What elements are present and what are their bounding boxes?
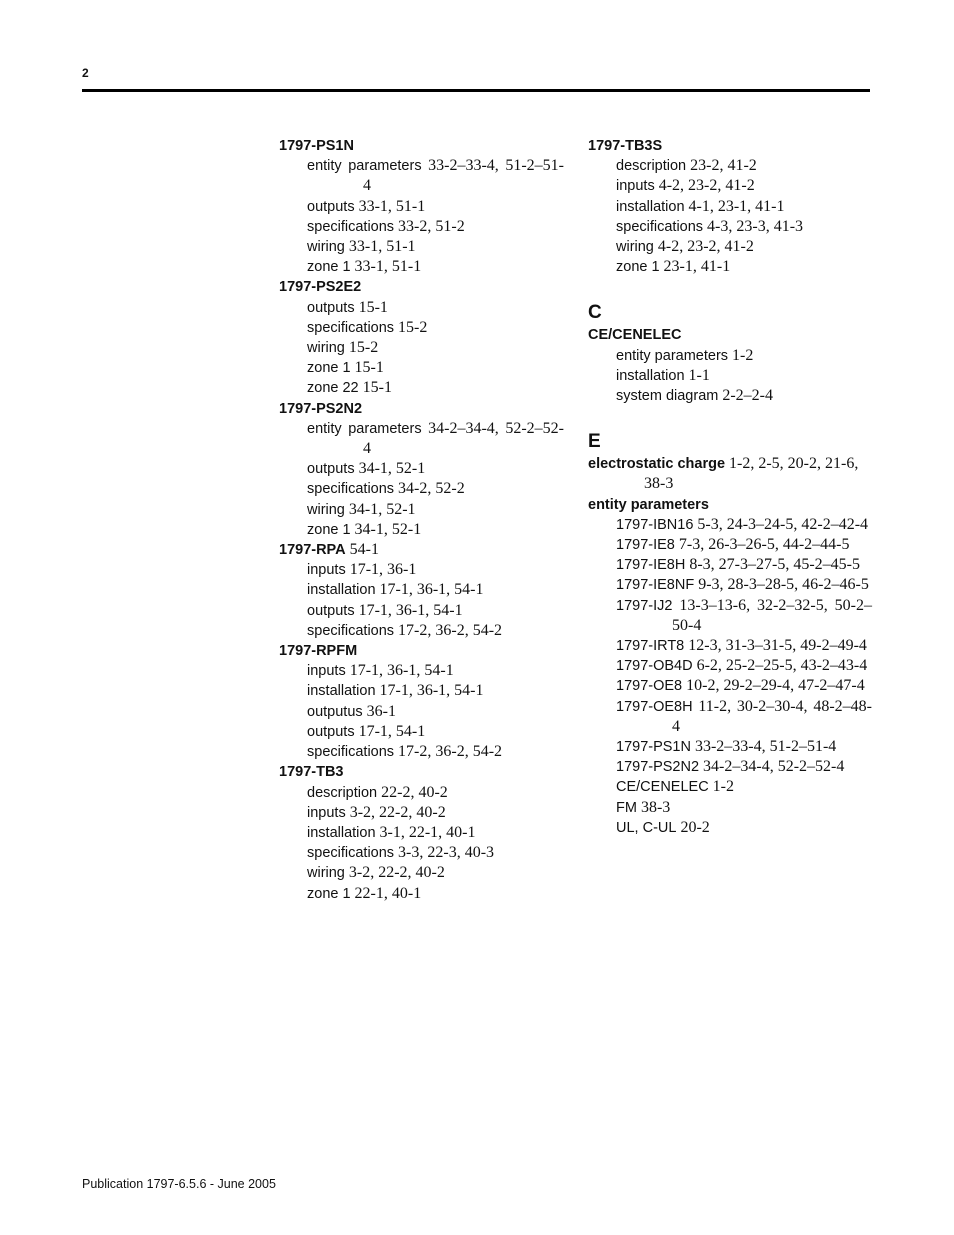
index-subterm: 1797-OB4D xyxy=(616,658,693,675)
index-entry xyxy=(279,540,564,560)
index-subentry xyxy=(279,843,564,863)
index-subterm: inputs xyxy=(307,562,346,579)
index-subentry xyxy=(588,777,872,797)
index-subterm: wiring xyxy=(307,865,345,882)
index-subterm: wiring xyxy=(616,239,654,256)
index-term: electrostatic charge xyxy=(588,456,726,473)
index-subentry xyxy=(279,702,564,722)
index-subterm: entity parameters xyxy=(307,158,422,175)
index-subterm: 1797-IJ2 xyxy=(616,597,673,614)
index-entry xyxy=(279,136,564,156)
index-subentry xyxy=(279,742,564,762)
index-subentry xyxy=(588,596,872,636)
index-pages: 9-3, 28-3–28-5, 46-2–46-5 xyxy=(698,576,869,594)
index-pages: 8-3, 27-3–27-5, 45-2–45-5 xyxy=(689,556,860,574)
index-subterm: entity parameters xyxy=(616,347,729,364)
index-pages: 34-1, 52-1 xyxy=(354,520,422,538)
index-entry xyxy=(588,325,872,345)
index-pages: 15-1 xyxy=(354,359,384,377)
index-pages: 4-3, 23-3, 41-3 xyxy=(707,217,804,235)
index-subterm: system diagram xyxy=(616,388,719,405)
index-subentry xyxy=(588,676,872,696)
index-subentry xyxy=(279,783,564,803)
index-subterm: 1797-PS1N xyxy=(616,739,691,756)
index-pages: 17-1, 36-1, 54-1 xyxy=(358,601,463,619)
index-pages: 38-3 xyxy=(640,798,671,816)
index-section-letter: C xyxy=(588,302,602,324)
index-pages: 15-1 xyxy=(358,298,388,316)
index-subentry xyxy=(279,197,564,217)
index-subentry xyxy=(588,156,872,176)
index-subentry xyxy=(588,237,872,257)
index-term: 1797-PS1N xyxy=(279,138,354,154)
index-subterm: 1797-IRT8 xyxy=(616,638,685,655)
index-subentry xyxy=(279,419,564,459)
index-subentry xyxy=(588,697,872,737)
index-pages: 23-2, 41-2 xyxy=(690,157,757,175)
index-pages: 2-2–2-4 xyxy=(722,387,773,405)
index-pages: 22-1, 40-1 xyxy=(354,884,422,902)
index-pages: 54-1 xyxy=(349,541,379,559)
index-subterm: 1797-IE8 xyxy=(616,537,675,554)
index-pages: 13-3–13-6, 32-2–32-5, 50-2–50-4 xyxy=(672,596,873,634)
index-term: 1797-TB3S xyxy=(588,138,663,154)
index-subterm: wiring xyxy=(307,340,345,357)
index-subterm: 1797-PS2N2 xyxy=(616,759,700,776)
index-subterm: 1797-IE8H xyxy=(616,557,686,574)
index-pages: 1-2, 2-5, 20-2, 21-6, 38-3 xyxy=(644,455,859,493)
index-subentry xyxy=(279,560,564,580)
index-subentry xyxy=(279,217,564,237)
index-subterm: CE/CENELEC xyxy=(616,779,709,796)
index-pages: 17-1, 54-1 xyxy=(358,722,426,740)
index-subterm: zone 1 xyxy=(616,259,660,276)
index-subentry xyxy=(279,358,564,378)
index-subentry xyxy=(279,318,564,338)
index-subterm: specifications xyxy=(307,845,395,862)
index-subterm: description xyxy=(616,158,687,175)
index-pages: 20-2 xyxy=(680,818,710,836)
index-pages: 33-2–33-4, 51-2–51-4 xyxy=(363,157,565,195)
index-subterm: inputs xyxy=(616,178,655,195)
index-term: 1797-RPFM xyxy=(279,643,358,660)
index-pages: 34-1, 52-1 xyxy=(348,500,416,518)
index-pages: 3-2, 22-2, 40-2 xyxy=(348,864,445,882)
index-subentry xyxy=(588,798,872,818)
index-subentry xyxy=(588,757,872,777)
index-subterm: specifications xyxy=(307,218,395,235)
index-pages: 3-2, 22-2, 40-2 xyxy=(349,803,446,821)
index-pages: 33-1, 51-1 xyxy=(348,238,416,256)
index-subterm: 1797-IBN16 xyxy=(616,516,694,533)
index-subentry xyxy=(279,722,564,742)
page-number: 2 xyxy=(82,66,89,80)
index-subterm: installation xyxy=(307,683,376,700)
index-pages: 4-2, 23-2, 41-2 xyxy=(658,177,755,195)
index-pages: 36-1 xyxy=(366,702,396,720)
index-subterm: wiring xyxy=(307,239,345,256)
index-subterm: outputs xyxy=(307,299,355,316)
index-pages: 23-1, 41-1 xyxy=(663,258,731,276)
index-entry xyxy=(588,136,872,156)
index-subentry xyxy=(588,737,872,757)
index-pages: 17-1, 36-1, 54-1 xyxy=(379,581,484,599)
index-subterm: 1797-OE8H xyxy=(616,698,693,715)
index-subterm: 1797-IE8NF xyxy=(616,577,695,594)
index-pages: 17-1, 36-1, 54-1 xyxy=(379,682,484,700)
index-entry xyxy=(279,762,564,782)
index-subterm: outputus xyxy=(307,703,363,720)
index-subterm: outputs xyxy=(307,723,355,740)
index-entry xyxy=(588,454,872,494)
index-subterm: installation xyxy=(616,198,685,215)
index-pages: 34-2–34-4, 52-2–52-4 xyxy=(703,758,845,776)
index-term: 1797-RPA xyxy=(279,542,346,559)
index-subterm: inputs xyxy=(307,663,346,680)
index-pages: 7-3, 26-3–26-5, 44-2–44-5 xyxy=(678,536,850,554)
index-subterm: outputs xyxy=(307,198,355,215)
index-subentry xyxy=(588,346,872,366)
index-subterm: wiring xyxy=(307,501,345,518)
index-subterm: specifications xyxy=(307,622,395,639)
index-subterm: zone 1 xyxy=(307,259,351,276)
index-pages: 33-2, 51-2 xyxy=(398,217,465,235)
index-subterm: description xyxy=(307,784,378,801)
index-subterm: entity parameters xyxy=(307,420,422,437)
index-subterm: zone 1 xyxy=(307,360,351,377)
index-pages: 17-1, 36-1, 54-1 xyxy=(349,662,454,680)
index-pages: 4-2, 23-2, 41-2 xyxy=(657,238,754,256)
index-subterm: installation xyxy=(307,824,376,841)
index-term: CE/CENELEC xyxy=(588,327,682,344)
index-subentry xyxy=(279,884,564,904)
index-column-left xyxy=(279,136,564,904)
index-subterm: specifications xyxy=(307,319,395,336)
index-subentry xyxy=(279,338,564,358)
index-term: 1797-TB3 xyxy=(279,764,344,781)
index-subentry xyxy=(279,601,564,621)
index-pages: 15-2 xyxy=(398,318,428,336)
index-subentry xyxy=(279,378,564,398)
index-subentry xyxy=(279,479,564,499)
index-subentry xyxy=(279,500,564,520)
index-pages: 12-3, 31-3–31-5, 49-2–49-4 xyxy=(688,637,867,655)
index-subentry xyxy=(588,176,872,196)
index-subterm: FM xyxy=(616,799,637,816)
index-subentry xyxy=(279,257,564,277)
index-column-right xyxy=(588,136,872,838)
index-pages: 11-2, 30-2–30-4, 48-2–48-4 xyxy=(672,697,873,735)
index-pages: 3-1, 22-1, 40-1 xyxy=(379,823,476,841)
index-subterm: specifications xyxy=(616,218,704,235)
index-subentry xyxy=(588,575,872,595)
index-subentry xyxy=(279,298,564,318)
index-subentry xyxy=(588,386,872,406)
index-pages: 17-2, 36-2, 54-2 xyxy=(398,621,503,639)
index-subentry xyxy=(279,156,564,196)
index-subterm: outputs xyxy=(307,602,355,619)
index-subentry xyxy=(279,803,564,823)
index-subterm: installation xyxy=(307,582,376,599)
index-term: 1797-PS2E2 xyxy=(279,279,362,296)
index-subentry xyxy=(279,520,564,540)
index-subterm: installation xyxy=(616,367,685,384)
index-subentry xyxy=(279,863,564,883)
index-subterm: inputs xyxy=(307,804,346,821)
index-pages: 3-3, 22-3, 40-3 xyxy=(398,844,495,862)
index-subentry xyxy=(279,681,564,701)
index-subentry xyxy=(588,535,872,555)
index-pages: 6-2, 25-2–25-5, 43-2–43-4 xyxy=(696,657,868,675)
index-subentry xyxy=(588,515,872,535)
index-pages: 15-2 xyxy=(348,339,379,357)
index-subterm: specifications xyxy=(307,744,395,761)
index-pages: 1-2 xyxy=(712,778,734,796)
index-subentry xyxy=(279,237,564,257)
index-subterm: zone 22 xyxy=(307,380,359,397)
index-subentry xyxy=(588,217,872,237)
index-subentry xyxy=(588,366,872,386)
index-subentry xyxy=(279,459,564,479)
index-entry xyxy=(279,641,564,661)
index-subterm: zone 1 xyxy=(307,885,351,902)
index-pages: 22-2, 40-2 xyxy=(381,783,448,801)
index-pages: 17-1, 36-1 xyxy=(349,561,417,579)
index-pages: 17-2, 36-2, 54-2 xyxy=(398,743,503,761)
index-term: entity parameters xyxy=(588,496,709,513)
index-pages: 33-2–33-4, 51-2–51-4 xyxy=(694,738,837,756)
index-section-letter: E xyxy=(588,431,601,453)
index-pages: 34-2, 52-2 xyxy=(398,480,465,498)
index-pages: 1-1 xyxy=(688,366,710,384)
index-subentry xyxy=(588,555,872,575)
index-subterm: 1797-OE8 xyxy=(616,678,683,695)
index-pages: 34-1, 52-1 xyxy=(358,460,426,478)
index-subentry xyxy=(279,580,564,600)
index-entry xyxy=(279,399,564,419)
index-pages: 1-2 xyxy=(732,346,754,364)
index-subentry xyxy=(588,257,872,277)
index-subentry xyxy=(588,636,872,656)
index-subentry xyxy=(279,661,564,681)
index-pages: 33-1, 51-1 xyxy=(354,258,422,276)
index-subterm: specifications xyxy=(307,481,395,498)
index-subentry xyxy=(588,818,872,838)
index-subterm: zone 1 xyxy=(307,521,351,538)
index-pages: 34-2–34-4, 52-2–52-4 xyxy=(363,419,565,458)
index-entry xyxy=(279,277,564,297)
index-pages: 10-2, 29-2–29-4, 47-2–47-4 xyxy=(686,677,865,695)
index-subentry xyxy=(588,656,872,676)
publication-footer: Publication 1797-6.5.6 - June 2005 xyxy=(82,1177,276,1191)
index-subentry xyxy=(279,823,564,843)
index-subentry xyxy=(588,197,872,217)
index-term: 1797-PS2N2 xyxy=(279,400,363,417)
index-pages: 5-3, 24-3–24-5, 42-2–42-4 xyxy=(697,515,869,533)
index-pages: 33-1, 51-1 xyxy=(358,197,426,215)
index-subentry xyxy=(279,621,564,641)
index-pages: 15-1 xyxy=(362,379,392,397)
index-subterm: outputs xyxy=(307,461,355,478)
index-pages: 4-1, 23-1, 41-1 xyxy=(688,197,785,215)
index-subterm: UL, C-UL xyxy=(616,819,677,836)
header-rule xyxy=(82,89,870,92)
index-entry xyxy=(588,495,872,515)
